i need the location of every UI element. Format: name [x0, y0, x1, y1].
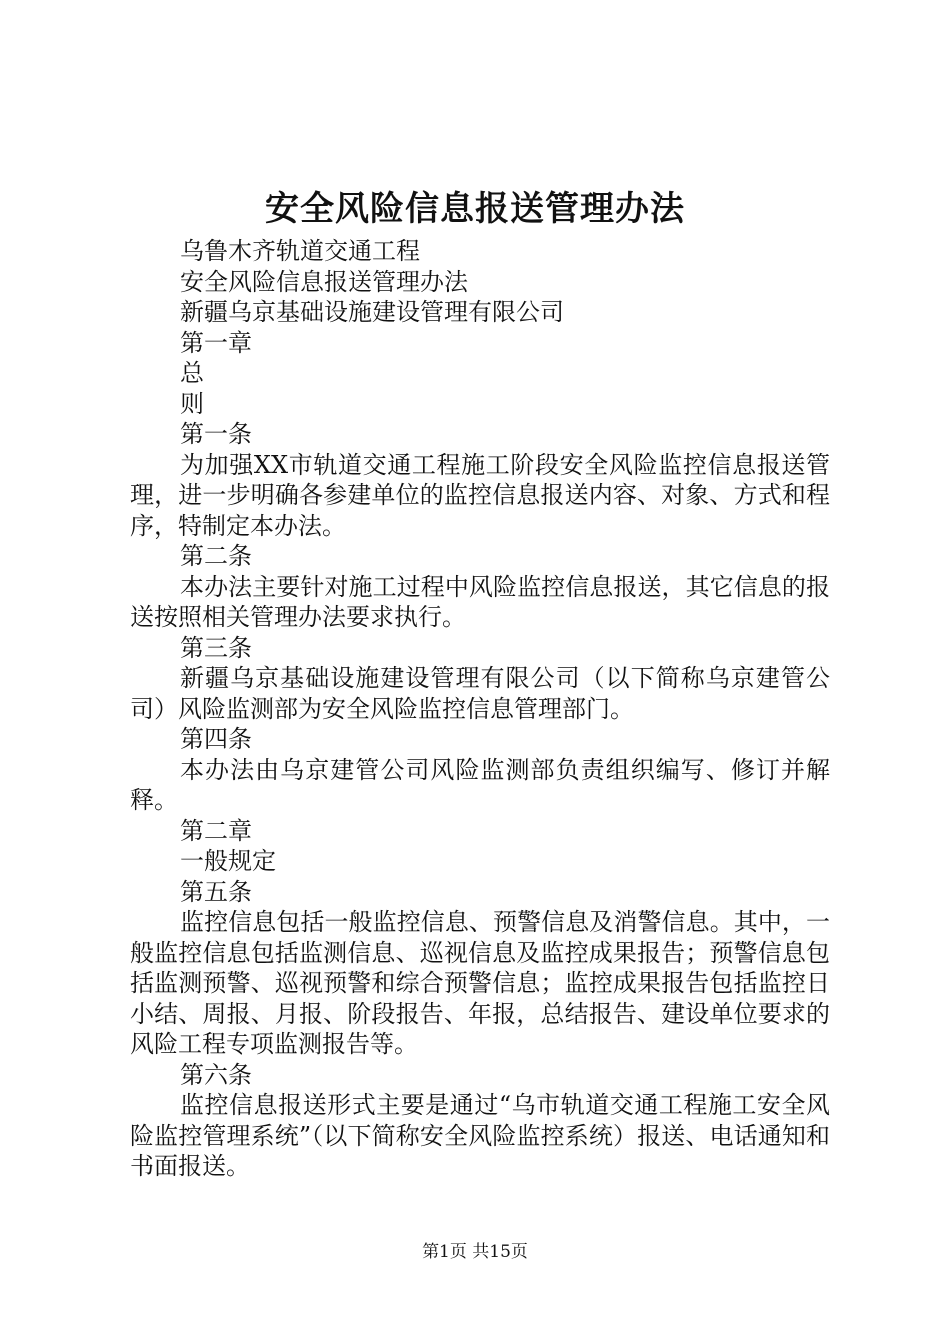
article-paragraph: 本办法主要针对施工过程中风险监控信息报送，其它信息的报送按照相关管理办法要求执行。 — [130, 572, 830, 631]
article-paragraph: 新疆乌京基础设施建设管理有限公司（以下简称乌京建管公司）风险监测部为安全风险监控信息管理部门。 — [130, 664, 830, 723]
article-heading: 第一条 — [180, 420, 252, 448]
chapter-title-part: 总 — [180, 359, 204, 387]
project-name-line: 乌鲁木齐轨道交通工程 — [180, 237, 420, 265]
document-body — [130, 236, 830, 1182]
subtitle-line: 安全风险信息报送管理办法 — [180, 267, 468, 296]
article-paragraph: 本办法由乌京建管公司风险监测部负责组织编写、修订并解释。 — [130, 755, 830, 814]
article-heading: 第五条 — [180, 877, 252, 906]
chapter-title-part: 则 — [180, 389, 204, 418]
chapter-heading: 第一章 — [180, 328, 252, 357]
page-number-footer: 第1页 共15页 — [422, 1242, 528, 1262]
chapter-heading: 第二章 — [180, 816, 252, 845]
article-heading: 第二条 — [180, 542, 252, 570]
document-title: 安全风险信息报送管理办法 — [265, 189, 685, 229]
article-paragraph: 监控信息报送形式主要是通过“乌市轨道交通工程施工安全风险监控管理系统”（以下简称安全风险监控系统）报送、电话通知和书面报送。 — [130, 1091, 830, 1180]
article-heading: 第四条 — [180, 725, 252, 753]
chapter-title: 一般规定 — [180, 847, 276, 875]
article-heading: 第六条 — [180, 1060, 252, 1089]
article-paragraph: 为加强XX市轨道交通工程施工阶段安全风险监控信息报送管理，进一步明确各参建单位的监控信息报送内容、对象、方式和程序，特制定本办法。 — [130, 450, 830, 540]
article-paragraph: 监控信息包括一般监控信息、预警信息及消警信息。其中，一般监控信息包括监测信息、巡视信息及监控成果报告；预警信息包括监测预警、巡视预警和综合预警信息；监控成果报告包括监控日小结、周报、月报、阶段报告、年报，总结报告、建设单位要求的风险工程专项监测报告等。 — [130, 908, 830, 1058]
company-line: 新疆乌京基础设施建设管理有限公司 — [180, 298, 564, 326]
article-heading: 第三条 — [180, 633, 252, 662]
